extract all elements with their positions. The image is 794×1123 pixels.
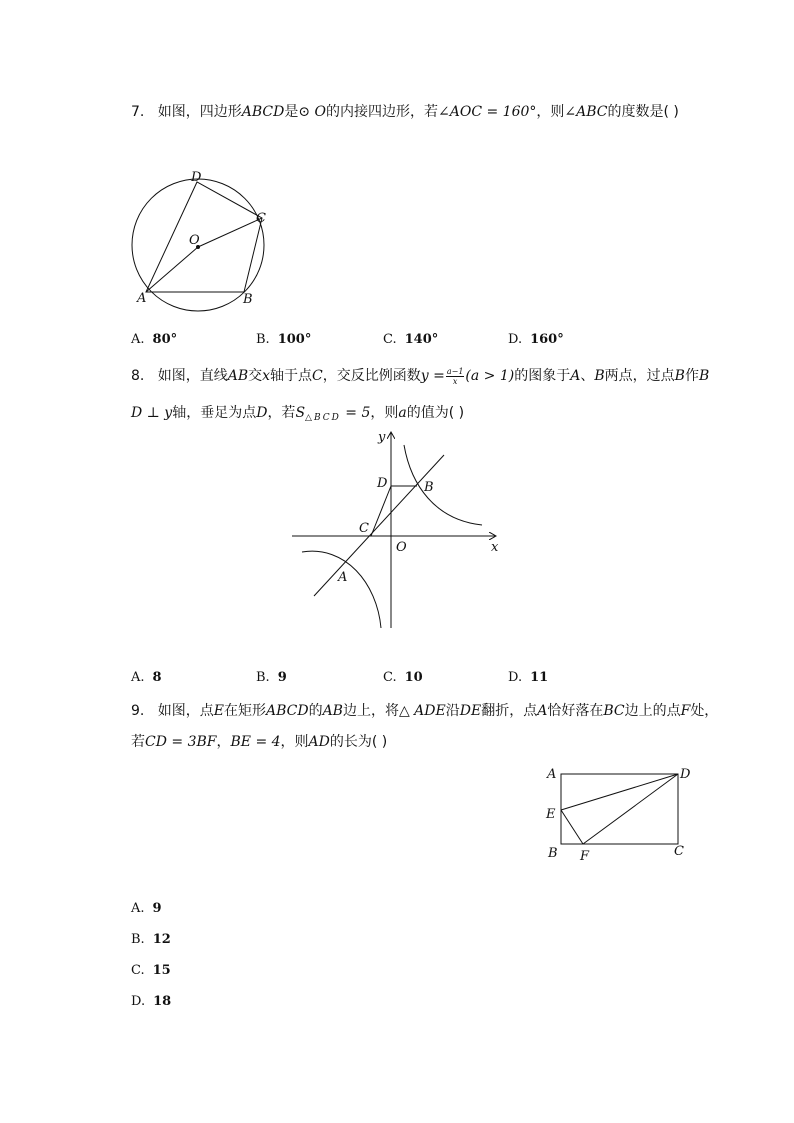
q8-option-d[interactable] — [508, 669, 548, 687]
option-value: 10 — [404, 670, 423, 685]
q8-math: y = — [420, 368, 445, 384]
q8-fraction-numerator: a−1 — [446, 366, 464, 376]
q7-option-a[interactable] — [131, 331, 177, 349]
option-value: 11 — [530, 670, 549, 685]
q9-math: A — [537, 703, 548, 719]
q8-text: 的图象于 — [514, 368, 571, 384]
option-value: 140° — [404, 332, 439, 347]
q8-math: a — [398, 405, 407, 421]
q7-math: ∠AOC = 160° — [438, 104, 537, 120]
q8-math: = 5 — [340, 405, 371, 421]
q9-text: 翻折，点 — [481, 703, 538, 719]
q7-text: ，则 — [536, 104, 565, 120]
q9-text: 处， — [690, 703, 719, 719]
q8-hyperbola-branch-2 — [302, 551, 381, 628]
q9-label-e: E — [546, 807, 556, 822]
q9-text: 沿 — [445, 703, 460, 719]
q9-stem-line2 — [131, 732, 387, 752]
option-label: C. — [383, 670, 397, 685]
q8-text: 交 — [248, 368, 263, 384]
q9-label-f: F — [580, 849, 590, 864]
q8-text: ，交反比例函数 — [322, 368, 421, 384]
q8-subscript: △BCD — [305, 413, 341, 423]
q8-fraction-denominator: x — [452, 376, 458, 386]
option-label: D. — [508, 332, 523, 347]
q8-fraction — [446, 367, 465, 386]
q9-text: 如图，点 — [157, 703, 214, 719]
q7-segment-oa — [146, 247, 198, 292]
option-label: A. — [131, 332, 145, 347]
q9-text: 的长为( ) — [329, 734, 388, 750]
q9-text: 的 — [308, 703, 323, 719]
q9-number: 9. — [131, 703, 145, 719]
q8-label-y: y — [378, 430, 386, 445]
q9-text: 边上的点 — [624, 703, 681, 719]
q7-option-c[interactable] — [383, 331, 438, 349]
q8-label-o: O — [396, 540, 407, 555]
q8-math: B — [594, 368, 605, 384]
q9-option-d[interactable] — [131, 993, 171, 1011]
q7-segment-oc — [198, 218, 262, 247]
q8-text: 轴，垂足为点 — [172, 405, 257, 421]
q7-math: ∠ABC — [564, 104, 608, 120]
q7-math: ABCD — [241, 104, 285, 120]
q9-text: 边上，将 — [342, 703, 399, 719]
q7-figure — [125, 165, 285, 325]
q9-text: ， — [216, 734, 231, 750]
q9-text: ，则 — [280, 734, 309, 750]
q9-label-b: B — [548, 846, 558, 861]
q9-segment-ef — [561, 810, 583, 844]
q7-label-a: A — [137, 291, 147, 306]
q8-math: x — [262, 368, 271, 384]
q8-text: ，则 — [370, 405, 399, 421]
q8-math: C — [312, 368, 323, 384]
option-label: A. — [131, 670, 145, 685]
q9-segment-ed — [561, 774, 678, 810]
q7-option-d[interactable] — [508, 331, 564, 349]
q8-text: 、 — [580, 368, 595, 384]
option-label: D. — [508, 670, 523, 685]
q7-math: ⊙ O — [298, 104, 326, 120]
q9-math: AB — [322, 703, 343, 719]
option-label: B. — [256, 332, 270, 347]
q9-rectangle — [561, 774, 678, 844]
option-value: 100° — [277, 332, 312, 347]
q9-stem-line1 — [131, 701, 718, 721]
q8-math: (a > 1) — [465, 368, 515, 384]
q7-stem — [131, 102, 679, 122]
option-value: 8 — [152, 670, 162, 685]
q8-text: ，若 — [267, 405, 296, 421]
option-value: 15 — [152, 963, 171, 978]
q9-math: ABCD — [265, 703, 309, 719]
q9-figure — [540, 762, 720, 867]
q8-math: AB — [227, 368, 249, 384]
q9-text: 在矩形 — [223, 703, 266, 719]
q8-option-b[interactable] — [256, 669, 287, 687]
q8-stem-line1 — [131, 366, 709, 386]
option-value: 18 — [153, 994, 172, 1009]
q9-math: △ ADE — [398, 703, 446, 719]
q8-math: B — [698, 368, 710, 384]
q8-text: 两点，过点 — [604, 368, 675, 384]
q8-segment-cd — [371, 486, 391, 536]
option-value: 160° — [530, 332, 564, 347]
q8-figure — [285, 425, 510, 635]
q7-label-c: C — [256, 211, 266, 226]
option-label: A. — [131, 901, 145, 916]
q9-option-c[interactable] — [131, 962, 171, 980]
option-label: C. — [131, 963, 145, 978]
q9-math: AD — [308, 734, 330, 750]
q7-text: 的度数是( ) — [607, 104, 679, 120]
q7-label-o: O — [189, 233, 200, 248]
q8-text: 作 — [684, 368, 699, 384]
q7-number: 7. — [131, 104, 145, 120]
q7-label-b: B — [243, 292, 253, 307]
q8-math: B — [674, 368, 685, 384]
q9-math: DE — [459, 703, 482, 719]
q8-text: 如图，直线 — [157, 368, 228, 384]
option-label: D. — [131, 994, 146, 1009]
q7-text: 的内接四边形，若 — [326, 104, 438, 120]
q8-label-c: C — [359, 521, 369, 536]
q8-math: S — [295, 405, 306, 421]
q8-label-x: x — [491, 540, 499, 555]
option-value: 9 — [152, 901, 162, 916]
q9-label-a: A — [547, 767, 557, 782]
q8-math: D — [256, 405, 268, 421]
q8-math: D ⊥ y — [131, 405, 173, 421]
q9-math: F — [680, 703, 691, 719]
q9-label-c: C — [674, 844, 684, 859]
q8-option-a[interactable] — [131, 669, 162, 687]
q8-label-d: D — [377, 476, 388, 491]
option-label: C. — [383, 332, 397, 347]
option-label: B. — [131, 932, 145, 947]
q9-segment-fd — [583, 774, 678, 844]
q8-text: 轴于点 — [270, 368, 313, 384]
q7-text: 如图，四边形 — [157, 104, 242, 120]
q9-text: 恰好落在 — [547, 703, 604, 719]
q9-math: BE = 4 — [230, 734, 281, 750]
q8-label-a: A — [338, 570, 348, 585]
q9-text: 若 — [131, 734, 145, 750]
q9-label-d: D — [680, 767, 691, 782]
q9-math: E — [213, 703, 224, 719]
q8-math: A — [570, 368, 581, 384]
q7-text: 是 — [284, 104, 299, 120]
q8-number: 8. — [131, 368, 145, 384]
option-label: B. — [256, 670, 270, 685]
q9-option-b[interactable] — [131, 931, 171, 949]
option-value: 12 — [152, 932, 171, 947]
q9-math: BC — [603, 703, 625, 719]
option-value: 9 — [277, 670, 287, 685]
q8-text: 的值为( ) — [406, 405, 465, 421]
q7-option-b[interactable] — [256, 331, 311, 349]
q9-option-a[interactable] — [131, 900, 162, 918]
q8-option-c[interactable] — [383, 669, 423, 687]
q8-label-b: B — [424, 480, 434, 495]
q9-math: CD = 3BF — [145, 734, 217, 750]
q7-label-d: D — [191, 170, 202, 185]
option-value: 80° — [152, 332, 178, 347]
